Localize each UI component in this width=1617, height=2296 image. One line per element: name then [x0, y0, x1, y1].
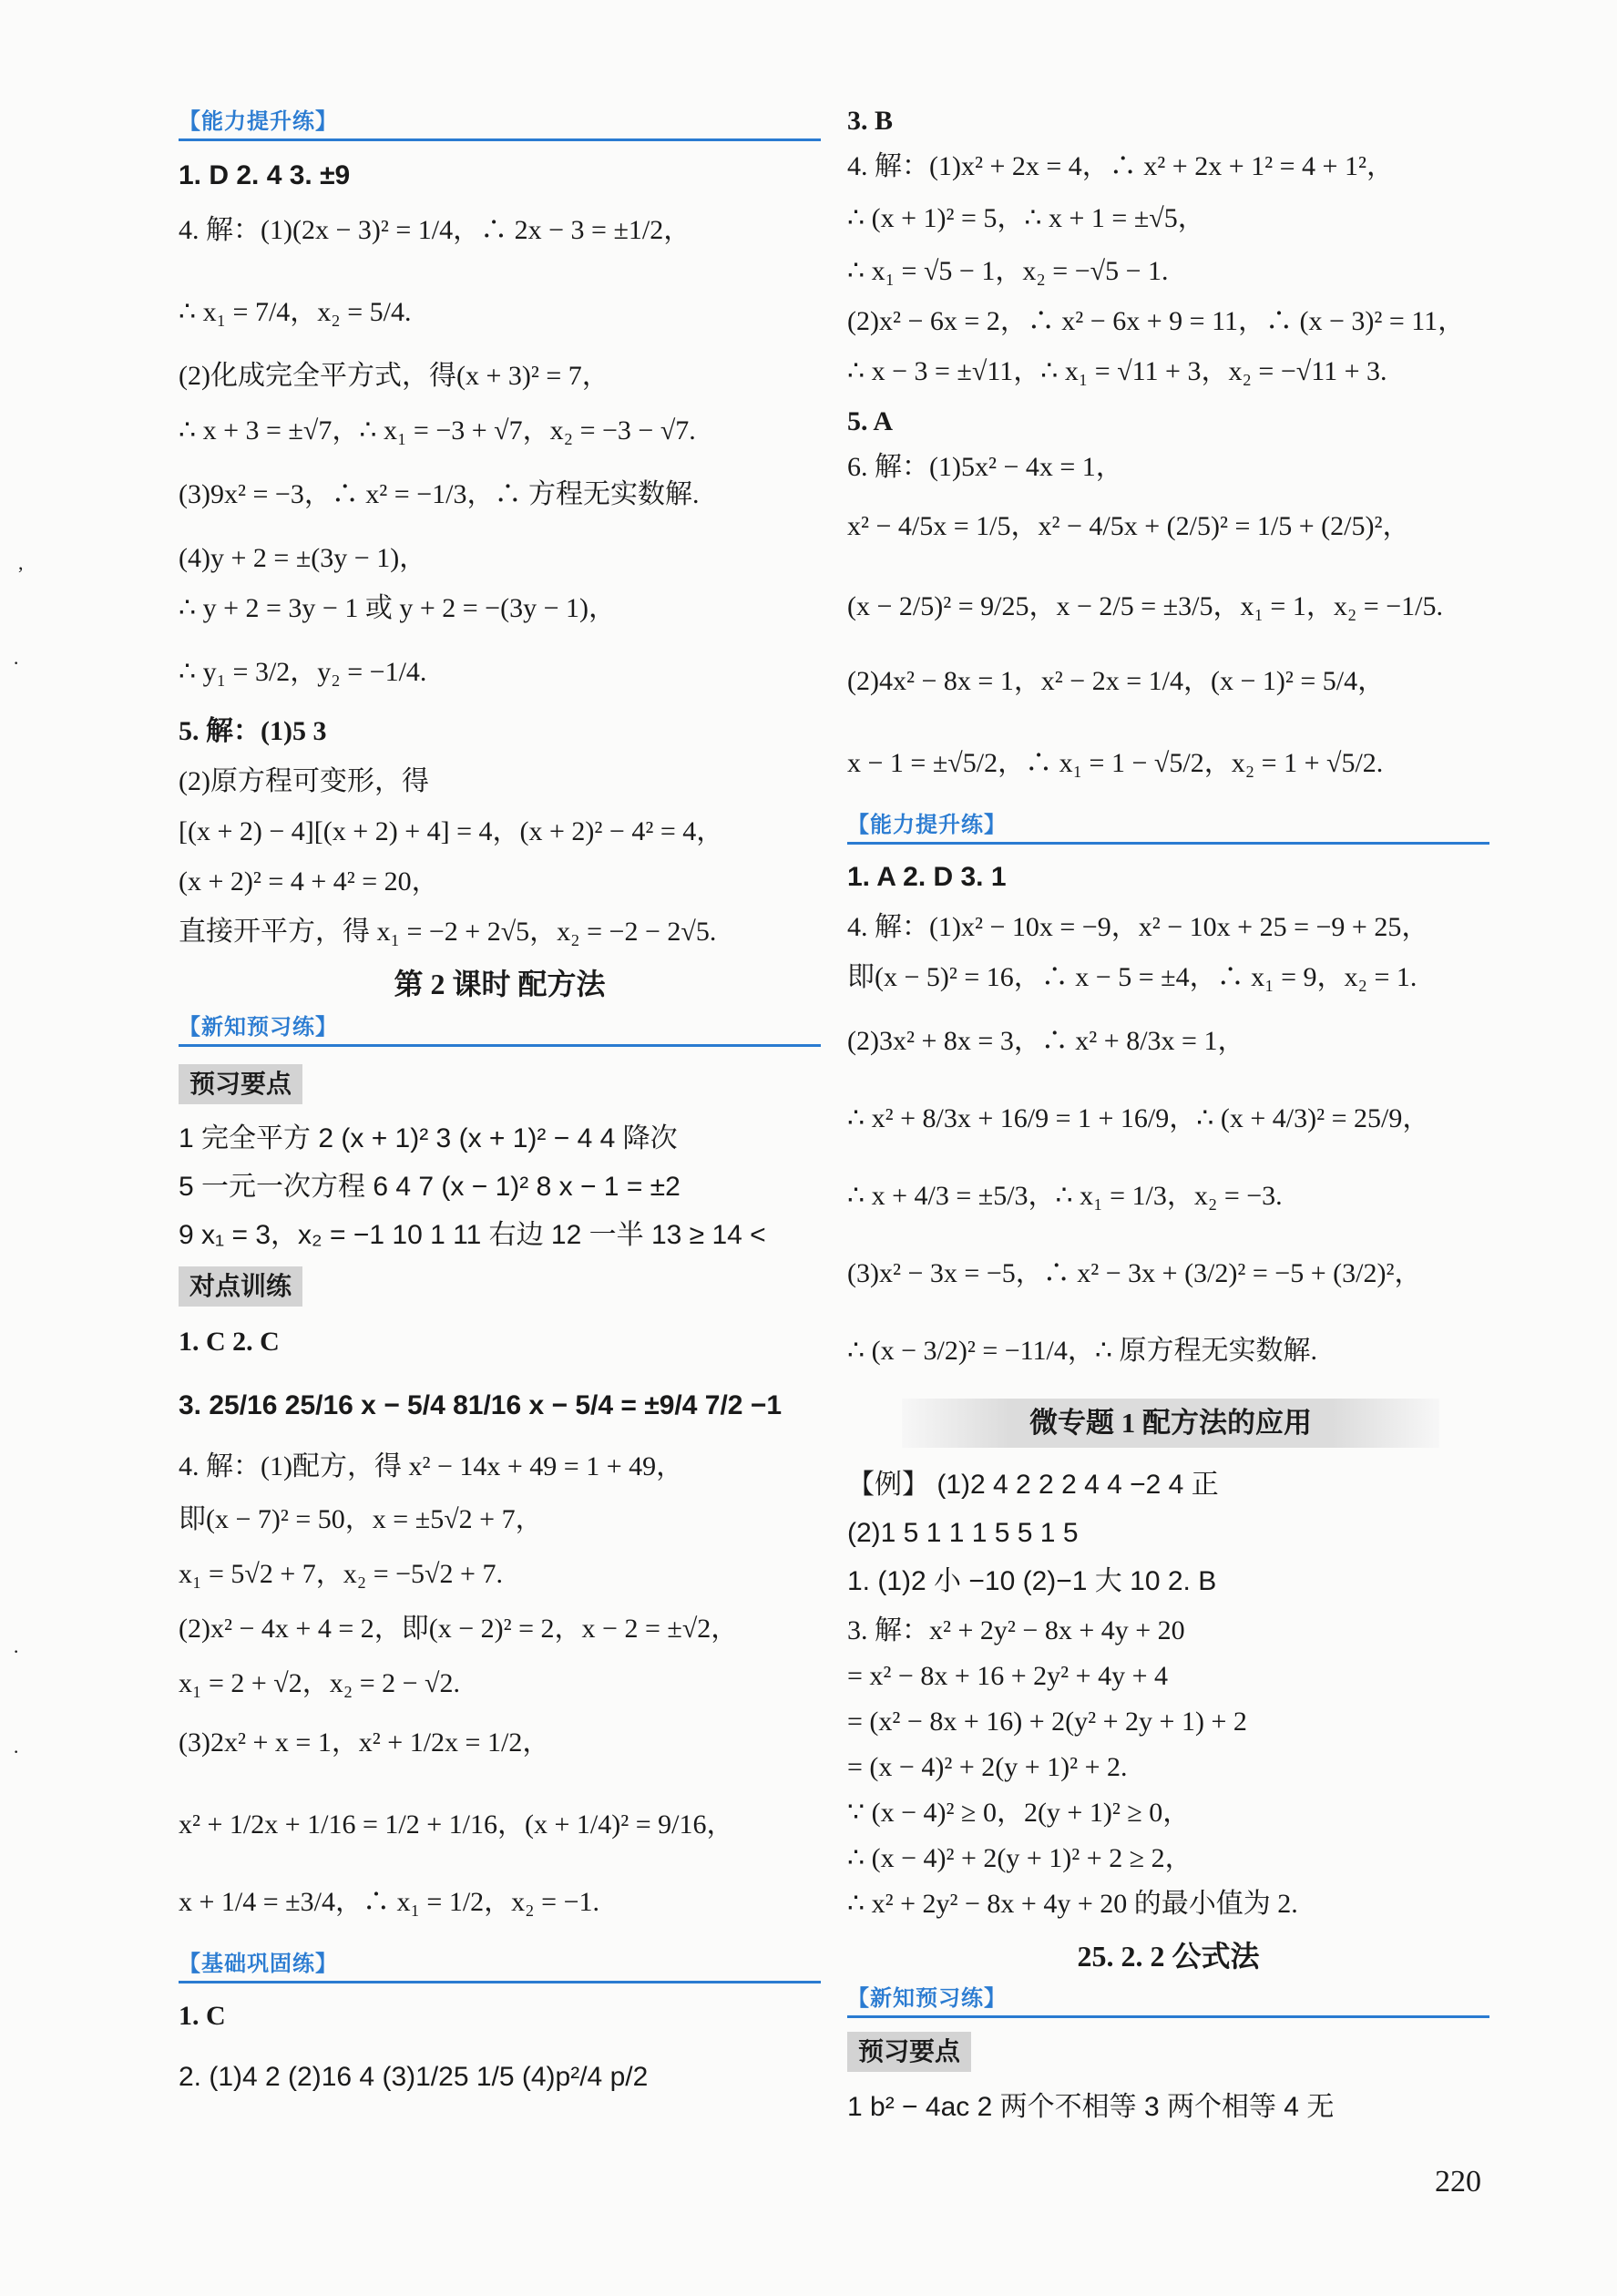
section-rule [179, 1044, 821, 1047]
answer-line: (4)y + 2 = ±(3y − 1)， [179, 543, 427, 573]
answer-line: x₁ = 2 + √2，x₂ = 2 − √2. [179, 1668, 461, 1698]
margin-mark: · [13, 651, 20, 674]
lesson-heading: 25. 2. 2 公式法 [1077, 1940, 1260, 1973]
answer-line: ∴ (x − 4)² + 2(y + 1)² + 2 ≥ 2， [847, 1843, 1192, 1873]
subsection-label: 预习要点 [847, 2032, 971, 2072]
answer-line: (x + 2)² = 4 + 4² = 20， [179, 866, 439, 897]
section-rule [847, 842, 1489, 845]
answer-line: ∴ y + 2 = 3y − 1 或 y + 2 = −(3y − 1)， [179, 593, 616, 623]
subsection-label: 预习要点 [179, 1064, 302, 1104]
answer-line: 即(x − 5)² = 16，∴ x − 5 = ±4，∴ x₁ = 9，x₂ = 1. [847, 962, 1417, 992]
section-rule [847, 2015, 1489, 2018]
answer-line: ∴ x² + 8/3x + 16/9 = 1 + 16/9，∴ (x + 4/3)² = 25/9， [847, 1103, 1430, 1133]
answer-line: (2)化成完全平方式，得(x + 3)² = 7， [179, 361, 609, 391]
answer-line: ∴ x₁ = √5 − 1，x₂ = −√5 − 1. [847, 256, 1169, 286]
answer-line: (3)2x² + x = 1，x² + 1/2x = 1/2， [179, 1727, 550, 1758]
section-tag: 【基础巩固练】 [179, 1952, 338, 1976]
margin-mark: , [18, 551, 24, 574]
answer-line: 5 一元一次方程 6 4 7 (x − 1)² 8 x − 1 = ±2 [179, 1172, 681, 1202]
answer-line: 4. 解：(1)x² + 2x = 4，∴ x² + 2x + 1² = 4 + 1²， [847, 151, 1394, 181]
lesson-heading: 第 2 课时 配方法 [394, 968, 606, 1000]
answer-line: (3)9x² = −3，∴ x² = −1/3，∴ 方程无实数解. [179, 479, 700, 509]
answer-line: 1. A 2. D 3. 1 [847, 862, 1007, 892]
answer-line: 4. 解：(1)配方，得 x² − 14x + 49 = 1 + 49， [179, 1451, 684, 1481]
answer-line: (2)x² − 6x = 2，∴ x² − 6x + 9 = 11，∴ (x − 3)² = 11， [847, 306, 1466, 336]
answer-line: 1. D 2. 4 3. ±9 [179, 160, 351, 190]
answer-line: = x² − 8x + 16 + 2y² + 4y + 4 [847, 1661, 1169, 1691]
section-rule [179, 138, 821, 141]
answer-line: (2)1 5 1 1 1 5 5 1 5 [847, 1518, 1079, 1548]
answer-line: [(x + 2) − 4][(x + 2) + 4] = 4，(x + 2)² − 4² = 4， [179, 816, 724, 846]
section-tag: 【能力提升练】 [847, 813, 1007, 837]
answer-line: 4. 解：(1)(2x − 3)² = 1/4，∴ 2x − 3 = ±1/2， [179, 215, 691, 245]
answer-line: ∴ (x − 3/2)² = −11/4，∴ 原方程无实数解. [847, 1336, 1317, 1366]
answer-line: 1 完全平方 2 (x + 1)² 3 (x + 1)² − 4 4 降次 [179, 1123, 678, 1153]
answer-line: 5. 解：(1)5 3 [179, 716, 327, 746]
section-tag: 【新知预习练】 [179, 1015, 338, 1040]
topic-banner: 微专题 1 配方法的应用 [902, 1399, 1439, 1448]
subsection-label: 对点训练 [179, 1266, 302, 1307]
section-tag: 【新知预习练】 [847, 1986, 1007, 2011]
answer-line: 【例】 (1)2 4 2 2 2 4 4 −2 4 正 [847, 1470, 1219, 1500]
answer-line: x + 1/4 = ±3/4，∴ x₁ = 1/2，x₂ = −1. [179, 1887, 599, 1917]
answer-line: ∴ x₁ = 7/4，x₂ = 5/4. [179, 297, 412, 327]
answer-line: 1 b² − 4ac 2 两个不相等 3 两个相等 4 无 [847, 2092, 1335, 2122]
section-rule [179, 1981, 821, 1983]
answer-line: ∴ x − 3 = ±√11，∴ x₁ = √11 + 3，x₂ = −√11 + 3. [847, 356, 1387, 386]
answer-line: x² + 1/2x + 1/16 = 1/2 + 1/16，(x + 1/4)² = 9/16， [179, 1809, 734, 1840]
answer-line: 3. 25/16 25/16 x − 5/4 81/16 x − 5/4 = ±9/4 7/2 −1 [179, 1390, 783, 1420]
answer-line: 6. 解：(1)5x² − 4x = 1， [847, 452, 1123, 482]
answer-line: 3. 解：x² + 2y² − 8x + 4y + 20 [847, 1615, 1185, 1645]
answer-line: = (x − 4)² + 2(y + 1)² + 2. [847, 1752, 1128, 1782]
answer-line: 1. C [179, 2001, 226, 2031]
answer-line: ∴ y₁ = 3/2，y₂ = −1/4. [179, 657, 427, 687]
answer-line: ∴ x + 4/3 = ±5/3，∴ x₁ = 1/3，x₂ = −3. [847, 1181, 1283, 1211]
margin-mark: · [13, 1640, 20, 1663]
answer-line: 3. B [847, 106, 894, 136]
answer-line: ∴ x + 3 = ±√7，∴ x₁ = −3 + √7，x₂ = −3 − √7. [179, 415, 696, 446]
page-number: 220 [1435, 2165, 1481, 2199]
answer-line: x − 1 = ±√5/2，∴ x₁ = 1 − √5/2，x₂ = 1 + √5/2. [847, 748, 1384, 778]
answer-line: ∵ (x − 4)² ≥ 0，2(y + 1)² ≥ 0， [847, 1798, 1191, 1828]
answer-line: (2)3x² + 8x = 3，∴ x² + 8/3x = 1， [847, 1026, 1245, 1056]
answer-line: (2)x² − 4x + 4 = 2，即(x − 2)² = 2，x − 2 = ±√2， [179, 1614, 739, 1644]
answer-line: 2. (1)4 2 (2)16 4 (3)1/25 1/5 (4)p²/4 p/2 [179, 2062, 649, 2092]
answer-line: (2)原方程可变形，得 [179, 766, 429, 796]
margin-mark: · [13, 1740, 20, 1763]
answer-line: = (x² − 8x + 16) + 2(y² + 2y + 1) + 2 [847, 1707, 1247, 1737]
section-tag: 【能力提升练】 [179, 109, 338, 134]
answer-line: 5. A [847, 406, 894, 436]
answer-line: ∴ (x + 1)² = 5，∴ x + 1 = ±√5， [847, 203, 1205, 233]
answer-line: (x − 2/5)² = 9/25，x − 2/5 = ±3/5，x₁ = 1，x₂ = −1/5. [847, 591, 1443, 621]
answer-line: 9 x₁ = 3，x₂ = −1 10 1 11 右边 12 一半 13 ≥ 14 < [179, 1220, 766, 1250]
answer-line: ∴ x² + 2y² − 8x + 4y + 20 的最小值为 2. [847, 1889, 1298, 1919]
answer-line: (2)4x² − 8x = 1，x² − 2x = 1/4，(x − 1)² = 5/4， [847, 666, 1386, 696]
answer-line: x² − 4/5x = 1/5，x² − 4/5x + (2/5)² = 1/5 + (2/5)²， [847, 511, 1410, 541]
answer-line: 直接开平方，得 x₁ = −2 + 2√5，x₂ = −2 − 2√5. [179, 917, 717, 947]
answer-line: 4. 解：(1)x² − 10x = −9，x² − 10x + 25 = −9 + 25， [847, 912, 1429, 942]
answer-line: (3)x² − 3x = −5，∴ x² − 3x + (3/2)² = −5 + (3/2)²， [847, 1258, 1422, 1288]
answer-line: 1. C 2. C [179, 1327, 280, 1357]
answer-line: 即(x − 7)² = 50，x = ±5√2 + 7， [179, 1504, 543, 1534]
answer-line: 1. (1)2 小 −10 (2)−1 大 10 2. B [847, 1566, 1217, 1596]
answer-line: x₁ = 5√2 + 7，x₂ = −5√2 + 7. [179, 1559, 503, 1589]
